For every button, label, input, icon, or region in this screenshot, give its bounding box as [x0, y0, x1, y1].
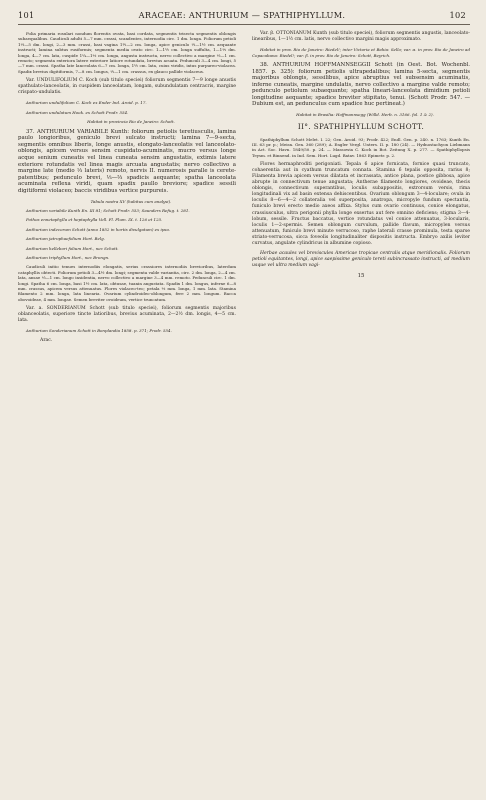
description-paragraph: Caudiculi initio tenues internodiis elongatis, serius crassiores internodiis brevioribus, laterdum cataphyllis obtecti. Foliorum petioli 3—4½ dm. longi; segmenta valde variantia, circ. 2 dm. longa, 2—4 cm. lata, ansae ⅓—1 cm. longo insidentia, nervo collectivo a margine 3—4 mm. remoto. Pedunculi circ. 1 dm. longi. Spatha 6 cm. longa, basi 1½ cm. lata, obtusae, tuanin angustata. Spadix 1 dm. longus, inferne 6—8 mm. crassus, apicem versus attenuatus. Flores violaceo-teo; petala ⅔ mm. longa, 1 mm. lata. Stamina filamento 2 mm. longa, lata linearia. Ovarium cylindroideo-oblongum, fere 2 mm. longum. Bacca obovoideae, 4 mm. longae. Semen breviter ovoideum, vertice truncatum. — [18, 264, 236, 302]
synonym: Anthurium Sonderianum Schott in Bonplandia 1858. p. 371; Prodr. 554. — [26, 328, 172, 334]
synonym: Anthurium undulatum Hook. ex Schott Prodr. 554. — [26, 109, 129, 115]
description-paragraph: Folia primaria rosulari nondum florentis ovata, basi cordata, segmentis trisecta segmentis oblongis subaequalibus. Caudiculi adulti 5—7 mm. crassi, scandentes, internodia circ. 1 dm. longa. Foliorum petioli 1⅓—5 dm. longi, 2—3 mm. crassi, basi vagina 1½—2 cm. longa, apice geniculo ⅓—1½ cm. aequante instructi; lamina subtus rusiformis; segmenta media ovato circ. 1—1½ cm. longa suffulta, 1—1⅔ dm. longa, 4—7 cm. lata, cuspide 1¼—1⅔ cm. longa, angusta instructa, nervo collectivo a margine ⅓—1 cm. remoto; segmenta exteriora latere exteriore latiore rotundata, brevius acuata. Pedunculi 3—4 cm. longi, 5—7 mm. crassi. Spatha late lanceolata 6—7 cm. longa, 1½ cm. lata, cuius viridis, intus purpureo-violacea. Spadix brevius digitiformis, 7—8 cm. longus, ⅓—1 cm. crassus, ex glauco pallide violaceus. — [18, 31, 236, 74]
species-heading-38: 38. ANTHURIUM HOFFMANNSEGGII Schott (in Oest. Bot. Wochenbl. 1857. p. 325): foliorum petiolis ultrapedalibus; lamina 5-secta, segmentis majoribus oblongis, sessilibus, apice abruptius vel subsensim acuminatis, inferne cuneatis, margine undulatis, nervo collectivo a margine valde remoto; pedunculo petiolum subaequante; spatha lineari-lanceolata dimidium petioli longitudine aequante; spadice breviter stipitato, tenui. (Schott Prodr. 547. — Dubium est, an pedunculus cum spadice huc pertineat.) — [252, 61, 470, 108]
gathering-number: 15 — [357, 272, 365, 279]
running-title: ARACEAE: ANTHURIUM — SPATHIPHYLLUM. — [138, 10, 346, 20]
page-number-left: 101 — [18, 10, 35, 20]
habitat-note: Habitat in prov. Rio de Janeiro: Riedel!; inter Victoria et Bahia: Sello; var. α. in prov. Rio de Janeiro ad Copacabana: Riedel!; var. β. in prov. Rio de Janeiro: Schott, Beyrich. — [252, 47, 470, 58]
synonym: Anthurium undulifolium C. Koch ex Ender Ind. Aroid. p. 17. — [26, 100, 147, 106]
header-rule — [18, 24, 470, 25]
synonym: Anthurium variabile Kunth En. III 81; Schott Prodr. 553; Saunders Refug. t. 281. — [26, 207, 190, 213]
plate-reference: Tabula nostra XV (habitus cum analysi). — [90, 198, 172, 204]
signature-mark: Arac. — [40, 337, 53, 343]
genus-habit: Herbae acaules vel breviscules Americae tropicae centralis atque meridionalis. Foliorum petioli equitantes, longi, apice saepissime geniculo tereti subincrassato instructi, ad medium usque vel ultra medium vagi- — [252, 250, 470, 268]
synonym: Anthurium hellebori folium Hort., nec Schott. — [26, 245, 119, 251]
left-column — [18, 31, 236, 344]
synonym: Anthurium triphyllum Hort., nec Brongn. — [26, 254, 110, 260]
genus-description: Flores hermaphroditi perigoniati. Tepala 6 apice fornicata, fornice quasi truncato, cohaerentia aut in cyathum truncatum connata. Stamina 6 tepalis opposita, rarius 8; Filamenta brevia apicem versus dilatata et incrassata, antice plana, postice gibbosa, apice abrupte in connectivum tenue angustata; Antherae filamento longiores, ovoideae, thecis oblongis, connectivum superantibus, loculis subappositis, extrorsum versis, rima longitudinali vix ad basin extensa dehiscentibus. Ovarium oblongum 3—4-loculare; ovula in loculis 8—6—4—2 collateralia vel superposita, anatropa, micropyle fundum spectantia, funiculo brevi erecto medio axeos affixa. Stylus cum ovario continuus, conice elongatus, crassiusculus, ultra perigonii phylla longe exsertus aut fere omnino deficiens; stigma 3—4-lobum, sessile. Fructus baccatus, vertice rotundatus vel conice attenuatus, 3-locularis, loculis 1—2-spermis. Semen oblongum curvulum, pallide flavum, micropylen versus attenuatum, funiculo brevi minute verrucoso, raphe laterali crasse prominula, testa sparse striato-verrucosa, sicca foveolis longitudinaliter dispositis instructa. Embryo axilis leviter curvatus, angulate cylindricus in albumine copioso. — [252, 162, 470, 246]
page-header — [18, 10, 470, 20]
variety-paragraph: Var. β. OTTONIANUM Kunth (sub titulo speciei), foliorum segmentis angustis, lanceolato-linearibus, 1—1½ cm. latis, nervo collectivo margini magis approximato. — [252, 31, 470, 43]
synonym: Pothos ennetaphylla et heptaphylla Vell. Fl. Flum. IX. t. 126 et 125. — [26, 217, 163, 223]
right-column — [252, 31, 470, 344]
species-heading-37: 37. ANTHURIUM VARIABILE Kunth: foliorum petiolis teretiusculis, lamina paulo longioribus, geniculo brevi sulcato instructi; lamina 7—9-secta, segmentis omnibus liberis, longe anustis, elongato-lanceolatis vel lanceolato-oblongis, apicem versus sensim cuspidato-acuminatis, mucro versus longe acque senium cuneatis vel linea cuneata sensim angustatis, extimis latere exteriore rotundatis vel linea magis arcuata angustatis; nervo collectivo a margine late (medio ⅓ lateris) remoto, nervis II. numerosis paralle is cerete-patentibus; pedunculo brevi, ⅓—⅔ spadicis aequante; spatha lanceolata acuminata reflexa viridi, quam spadix paullo breviore; spadice sessili digitiformi violaceo; baccis viridibus vertice purpureis. — [18, 128, 236, 194]
synonym: Anthurium indecorum Schott (anno 1852 in hortis divulgatum) ex ipso. — [26, 226, 171, 232]
habitat-note: Habitat in Brasilia: Hoffmannsegg (Willd. Herb. n. 3166. fol. 1 & 2). — [296, 112, 434, 118]
synonym: Anthurium jatrophaefolium Hort. Belg. — [26, 236, 105, 242]
variety-paragraph: Var. a. SONDERIANUM Schott (sub titulo speciei), foliorum segmentis majoribus oblanceolatis, superiore tincte latioribus, brevius acuminata, 2—2½ dm. longis, 4—5 cm. lata. — [18, 306, 236, 324]
genus-section-title: II°. SPATHIPHYLLUM SCHOTT. — [297, 122, 425, 132]
habitat-note: Habitat in provincia Rio de Janeiro: Schott. — [87, 119, 175, 125]
two-column-body — [18, 31, 470, 344]
page-number-right: 102 — [449, 10, 466, 20]
genus-references: Spathiphyllum Schott Melet. I. 22; Gen. Aroid. 93; Prodr. 422; Endl. Gen. p. 240. n. 1763; Kunth En. III. 63 pr. p.; Meisn. Gen. 360 (289); A. Engler Vergl. Unters. II. p. 180 (24). — Hydnostachyon Liebmann in Act. Soc. Havn. 1849/50. p. 24. — Massowia C. Koch in Bot. Zeitung X. p. 277. — Spathiphyllopsis Teysm. et Binnend. in Ind. Sem. Hort. Lugd. Batav. 1863 Epimetr. p. 2. — [252, 136, 470, 158]
variety-paragraph: Var. UNDULIFOLIUM C. Koch (sub titulo speciei) foliorum segmentis 7—9 longe anustis spathulato-lanceolatis, in cuspidem lanceolatam, longam, subundulatam centracris, margine crispato-undulatis. — [18, 78, 236, 96]
